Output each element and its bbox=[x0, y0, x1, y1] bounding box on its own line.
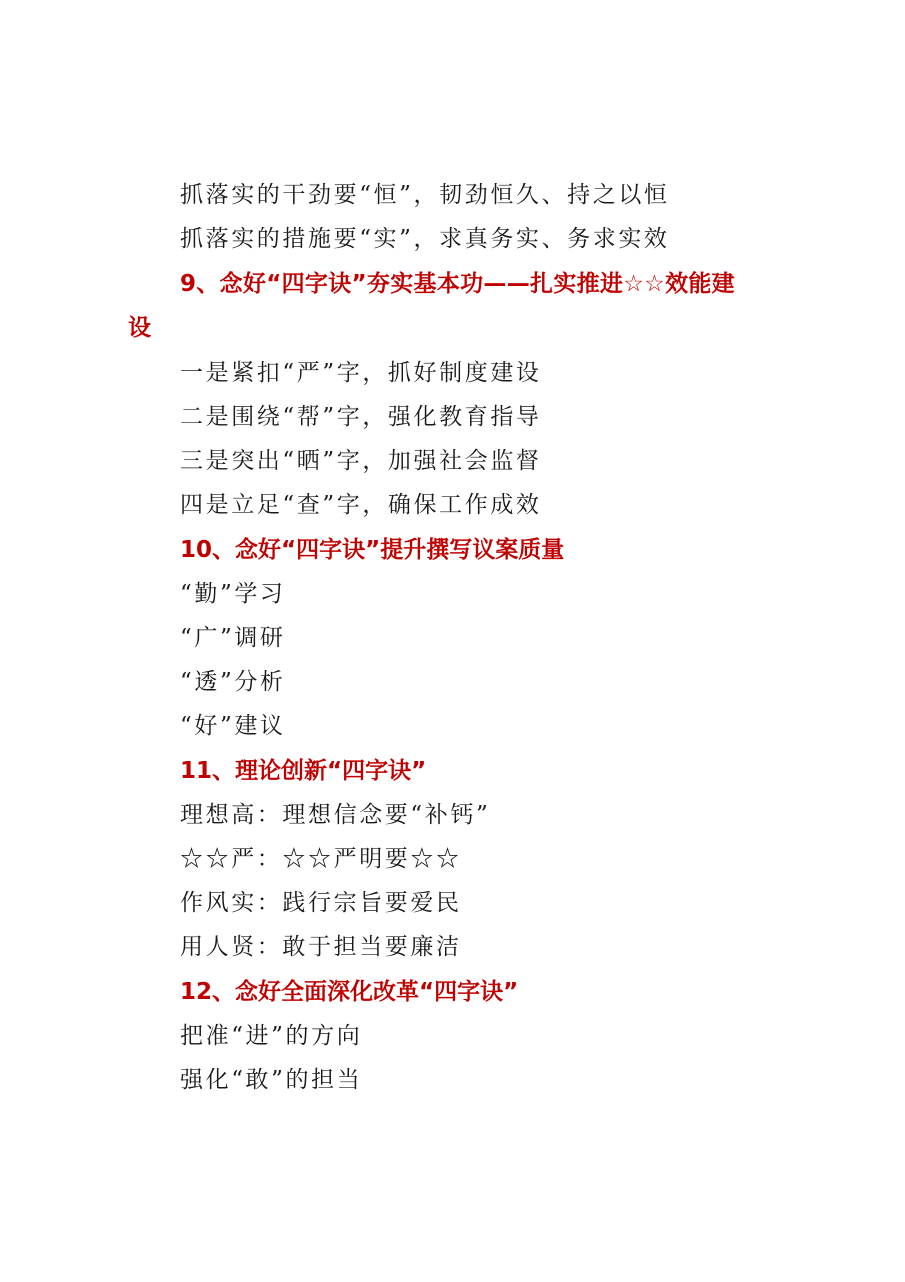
section-heading-9: 9、念好“四字诀”夯实基本功——扎实推进☆☆效能建 bbox=[180, 271, 735, 297]
text-line: 三是突出“晒”字，加强社会监督 bbox=[180, 448, 542, 474]
text-line: 强化“敢”的担当 bbox=[180, 1067, 363, 1093]
section-heading-9-continued: 设 bbox=[128, 315, 151, 341]
text-line: 二是围绕“帮”字，强化教育指导 bbox=[180, 404, 542, 430]
text-line: 用人贤：敢于担当要廉洁 bbox=[180, 934, 462, 960]
text-line: 抓落实的措施要“实”，求真务实、务求实效 bbox=[180, 226, 670, 252]
text-line: 抓落实的干劲要“恒”，韧劲恒久、持之以恒 bbox=[180, 182, 670, 208]
text-line: “好”建议 bbox=[180, 713, 286, 739]
text-line: “勤”学习 bbox=[180, 581, 286, 607]
text-line: “广”调研 bbox=[180, 625, 286, 651]
section-heading-11: 11、理论创新“四字诀” bbox=[180, 758, 427, 784]
section-heading-12: 12、念好全面深化改革“四字诀” bbox=[180, 979, 519, 1005]
text-line: 一是紧扣“严”字，抓好制度建设 bbox=[180, 360, 542, 386]
text-line: 四是立足“查”字，确保工作成效 bbox=[180, 492, 542, 518]
text-line: 理想高：理想信念要“补钙” bbox=[180, 802, 491, 828]
text-line: ☆☆严：☆☆严明要☆☆ bbox=[180, 846, 462, 872]
text-line: “透”分析 bbox=[180, 669, 286, 695]
section-heading-10: 10、念好“四字诀”提升撰写议案质量 bbox=[180, 537, 565, 563]
text-line: 把准“进”的方向 bbox=[180, 1023, 363, 1049]
text-line: 作风实：践行宗旨要爱民 bbox=[180, 890, 462, 916]
